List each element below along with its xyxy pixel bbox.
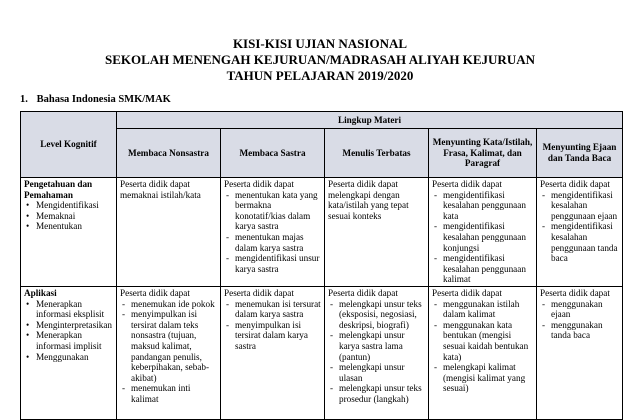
competency-item: - menemukan inti kalimat bbox=[131, 383, 217, 404]
competency-item: - menggunakan istilah dalam kalimat bbox=[443, 299, 533, 320]
competency-item: - mengidentifikasi kesalahan penggunaan kata bbox=[443, 190, 533, 222]
column-header: Membaca Sastra bbox=[221, 129, 325, 178]
competency-item: - menentukan kata yang bermakna konotatif/kias dalam karya sastra bbox=[235, 190, 321, 232]
level-header: Level Kognitif bbox=[21, 112, 117, 178]
competency-item: - mengidentifikasi kesalahan penggunaan ejaan bbox=[551, 190, 619, 222]
column-header: Membaca Nonsastra bbox=[117, 129, 221, 178]
column-header: Menyunting Kata/Istilah, Frasa, Kalimat, dan Paragraf bbox=[429, 129, 537, 178]
table-body bbox=[21, 178, 623, 420]
cell-lead-text: Peserta didik dapat bbox=[540, 287, 610, 298]
competency-item: - melengkapi unsur teks (eksposisi, negosiasi, deskripsi, biografi) bbox=[339, 299, 425, 331]
level-item-list bbox=[24, 200, 113, 232]
competency-item: - melengkapi unsur ulasan bbox=[339, 362, 425, 383]
competency-item: - mengidentifikasi kesalahan penggunaan konjungsi bbox=[443, 221, 533, 253]
cell-lead-text: Peserta didik dapat bbox=[432, 287, 502, 298]
competency-item: - menentukan majas dalam karya sastra bbox=[235, 232, 321, 253]
competency-list bbox=[432, 190, 533, 285]
competency-cell bbox=[117, 178, 221, 287]
title-line-1: KISI-KISI UJIAN NASIONAL bbox=[232, 36, 408, 51]
competency-list bbox=[224, 299, 321, 352]
competency-item: - melengkapi unsur karya sastra lama (pantun) bbox=[339, 330, 425, 362]
competency-cell bbox=[221, 286, 325, 419]
competency-cell bbox=[537, 178, 623, 287]
cell-lead-text: Peserta didik dapat bbox=[432, 179, 502, 189]
competency-item: - menggunakan kata bentukan (mengisi sesuai kaidah bentukan kata) bbox=[443, 320, 533, 362]
table-row bbox=[21, 286, 623, 419]
competency-item: - menemukan ide pokok bbox=[131, 299, 217, 310]
section-heading bbox=[20, 94, 171, 105]
competency-cell bbox=[429, 178, 537, 287]
level-item: • Menentukan bbox=[36, 221, 113, 232]
competency-cell bbox=[117, 286, 221, 419]
column-header: Menulis Terbatas bbox=[325, 129, 429, 178]
competency-cell bbox=[325, 178, 429, 287]
level-cell bbox=[21, 286, 117, 419]
section-number: 1. bbox=[20, 94, 28, 105]
level-item: • Memaknai bbox=[36, 211, 113, 222]
competency-item: - mengidentifikasi kesalahan penggunaan kalimat bbox=[443, 253, 533, 285]
competency-item: - mengidentifikasi kesalahan penggunaan tanda baca bbox=[551, 221, 619, 263]
level-title: Pengetahuan dan Pemahaman bbox=[24, 179, 93, 200]
competency-cell bbox=[221, 178, 325, 287]
document-title bbox=[0, 36, 640, 84]
competency-list bbox=[224, 190, 321, 275]
cell-lead-text: Peserta didik dapat memaknai istilah/kata bbox=[120, 179, 201, 200]
group-header: Lingkup Materi bbox=[117, 112, 623, 129]
level-item: • Menginterpretasikan bbox=[36, 320, 113, 331]
kisi-kisi-table bbox=[20, 111, 623, 420]
competency-list bbox=[120, 299, 217, 405]
competency-item: - melengkapi unsur teks prosedur (langkah) bbox=[339, 383, 425, 404]
competency-item: - menggunakan ejaan bbox=[551, 299, 619, 320]
competency-list bbox=[540, 299, 619, 341]
competency-item: - mengidentifikasi unsur karya sastra bbox=[235, 253, 321, 274]
level-item: • Mengidentifikasi bbox=[36, 200, 113, 211]
competency-item: - menemukan isi tersurat dalam karya sastra bbox=[235, 299, 321, 320]
competency-list bbox=[540, 190, 619, 264]
competency-cell bbox=[429, 286, 537, 419]
competency-item: - melengkapi kalimat (mengisi kalimat yang sesuai) bbox=[443, 362, 533, 394]
level-item: • Menggunakan bbox=[36, 352, 113, 363]
competency-cell bbox=[325, 286, 429, 419]
header-row-top bbox=[21, 112, 623, 129]
competency-item: - menyimpulkan isi tersirat dalam teks nonsastra (tujuan, maksud kalimat, pandangan penulis, keberpihakan, sebab-akibat) bbox=[131, 309, 217, 383]
competency-list bbox=[328, 299, 425, 405]
title-line-2: SEKOLAH MENENGAH KEJURUAN/MADRASAH ALIYAH KEJURUAN bbox=[104, 52, 535, 67]
competency-item: - menggunakan tanda baca bbox=[551, 320, 619, 341]
cell-lead-text: Peserta didik dapat bbox=[224, 287, 294, 298]
cell-lead-text: Peserta didik dapat bbox=[540, 179, 610, 189]
title-line-3: TAHUN PELAJARAN 2019/2020 bbox=[226, 68, 414, 83]
cell-lead-text: Peserta didik dapat bbox=[120, 287, 190, 298]
level-item: • Menerapkan informasi implisit bbox=[36, 330, 113, 351]
level-item-list bbox=[24, 299, 113, 363]
competency-cell bbox=[537, 286, 623, 419]
table-row bbox=[21, 178, 623, 287]
cell-lead-text: Peserta didik dapat bbox=[224, 179, 294, 189]
column-header: Menyunting Ejaan dan Tanda Baca bbox=[537, 129, 623, 178]
level-cell bbox=[21, 178, 117, 287]
level-item: • Menerapkan informasi eksplisit bbox=[36, 299, 113, 320]
level-title: Aplikasi bbox=[24, 287, 57, 298]
cell-lead-text: Peserta didik dapat melengkapi dengan kata/istilah yang tepat sesuai konteks bbox=[328, 179, 409, 221]
cell-lead-text: Peserta didik dapat bbox=[328, 287, 398, 298]
competency-item: - menyimpulkan isi tersirat dalam karya sastra bbox=[235, 320, 321, 352]
section-title: Bahasa Indonesia SMK/MAK bbox=[36, 94, 171, 105]
competency-list bbox=[432, 299, 533, 394]
